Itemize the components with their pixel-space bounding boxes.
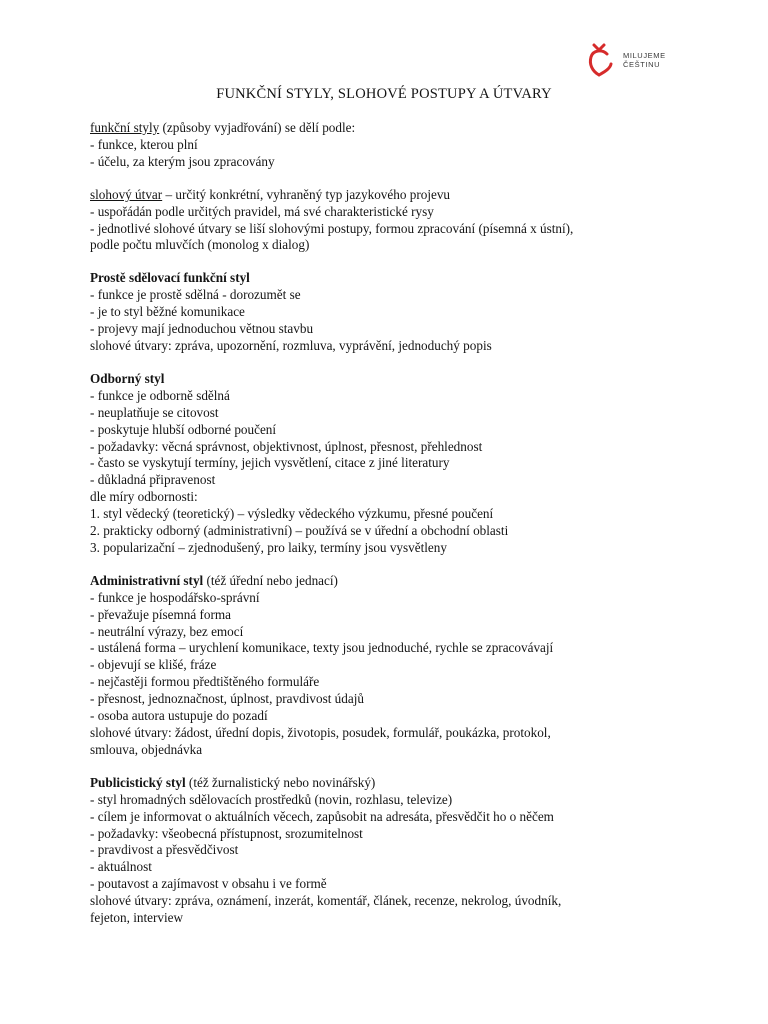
section-professional-style — [90, 371, 690, 557]
list-item: - neutrální výrazy, bez emocí — [90, 623, 244, 639]
list-item: - osoba autora ustupuje do pozadí — [90, 708, 268, 724]
list-item: - funkce je odborně sdělná — [90, 387, 230, 403]
section-heading-text: Administrativní styl — [90, 572, 204, 588]
list-item: - poutavost a zajímavost v obsahu i ve formě — [90, 876, 327, 892]
list-item: - požadavky: všeobecná přístupnost, srozumitelnost — [90, 825, 363, 841]
logo-line-2: ČEŠTINU — [623, 60, 661, 69]
list-item: - objevují se klišé, fráze — [90, 657, 217, 673]
section-heading — [90, 775, 690, 792]
list-item: podle počtu mluvčích (monolog x dialog) — [90, 237, 310, 253]
section-heading — [90, 270, 690, 287]
list-item: - jednotlivé slohové útvary se liší slohovými postupy, formou zpracování (písemná x ústní), — [90, 220, 574, 236]
list-item: - projevy mají jednoduchou větnou stavbu — [90, 321, 314, 337]
section-heading-note: (též úřední nebo jednací) — [203, 572, 338, 588]
intro-line — [90, 120, 690, 137]
section-journalistic-style — [90, 775, 690, 927]
intro-text: – určitý konkrétní, vyhraněný typ jazykového projevu — [162, 186, 451, 202]
document-body — [90, 120, 690, 943]
list-item: - nejčastěji formou předtištěného formuláře — [90, 674, 320, 690]
list-item: - často se vyskytují termíny, jejich vysvětlení, citace z jiné literatury — [90, 455, 450, 471]
logo-text — [623, 51, 666, 69]
section-heading — [90, 371, 690, 388]
list-item: 3. popularizační – zjednodušený, pro laiky, termíny jsou vysvětleny — [90, 539, 447, 555]
section-heading-note: (též žurnalistický nebo novinářský) — [185, 774, 376, 790]
list-item: slohové útvary: zpráva, upozornění, rozmluva, vyprávění, jednoduchý popis — [90, 337, 492, 353]
intro-text-type — [90, 187, 690, 255]
list-item: 1. styl vědecký (teoretický) – výsledky vědeckého výzkumu, přesné poučení — [90, 506, 494, 522]
logo — [580, 42, 700, 82]
list-item: - cílem je informovat o aktuálních věcech, zapůsobit na adresáta, přesvědčit ho o něčem — [90, 808, 554, 824]
section-heading — [90, 573, 690, 590]
logo-line-1: MILUJEME — [623, 51, 666, 60]
list-item: - poskytuje hlubší odborné poučení — [90, 421, 277, 437]
list-item: - je to styl běžné komunikace — [90, 304, 245, 320]
list-item: fejeton, interview — [90, 910, 184, 926]
list-item: - funkce, kterou plní — [90, 136, 198, 152]
section-heading-text: Prostě sdělovací funkční styl — [90, 270, 250, 286]
list-item: - požadavky: věcná správnost, objektivnost, úplnost, přesnost, přehlednost — [90, 438, 483, 454]
page-title: FUNKČNÍ STYLY, SLOHOVÉ POSTUPY A ÚTVARY — [216, 86, 552, 102]
list-item: - pravdivost a přesvědčivost — [90, 842, 239, 858]
term-text-type: slohový útvar — [90, 186, 163, 202]
heart-c-logo-icon — [580, 42, 620, 82]
list-item: - neuplatňuje se citovost — [90, 404, 219, 420]
list-item: slohové útvary: zpráva, oznámení, inzerát, komentář, článek, recenze, nekrolog, úvodník, — [90, 893, 562, 909]
list-item: - důkladná připravenost — [90, 472, 216, 488]
section-heading-text: Odborný styl — [90, 370, 165, 386]
list-item: dle míry odbornosti: — [90, 489, 198, 505]
list-item: - přesnost, jednoznačnost, úplnost, pravdivost údajů — [90, 691, 364, 707]
list-item: - převažuje písemná forma — [90, 606, 231, 622]
list-item: - aktuálnost — [90, 859, 152, 875]
list-item: smlouva, objednávka — [90, 741, 203, 757]
list-item: 2. prakticky odborný (administrativní) – používá se v úřední a obchodní oblasti — [90, 523, 509, 539]
section-administrative-style — [90, 573, 690, 759]
list-item: slohové útvary: žádost, úřední dopis, životopis, posudek, formulář, poukázka, protokol, — [90, 725, 551, 740]
list-item: - účelu, za kterým jsou zpracovány — [90, 153, 275, 169]
list-item: - funkce je prostě sdělná - dorozumět se — [90, 287, 301, 303]
section-heading-text: Publicistický styl — [90, 774, 186, 790]
list-item: - uspořádán podle určitých pravidel, má své charakteristické rysy — [90, 203, 434, 219]
intro-text: (způsoby vyjadřování) se dělí podle: — [159, 120, 356, 135]
list-item: - ustálená forma – urychlení komunikace, texty jsou jednoduché, rychle se zpracovávají — [90, 640, 554, 656]
intro-functional-styles — [90, 120, 690, 171]
intro-line — [90, 187, 690, 204]
section-colloquial-style — [90, 270, 690, 355]
term-functional-styles: funkční styly — [90, 120, 160, 135]
list-item: - funkce je hospodářsko-správní — [90, 589, 260, 605]
list-item: - styl hromadných sdělovacích prostředků (novin, rozhlasu, televize) — [90, 791, 453, 807]
